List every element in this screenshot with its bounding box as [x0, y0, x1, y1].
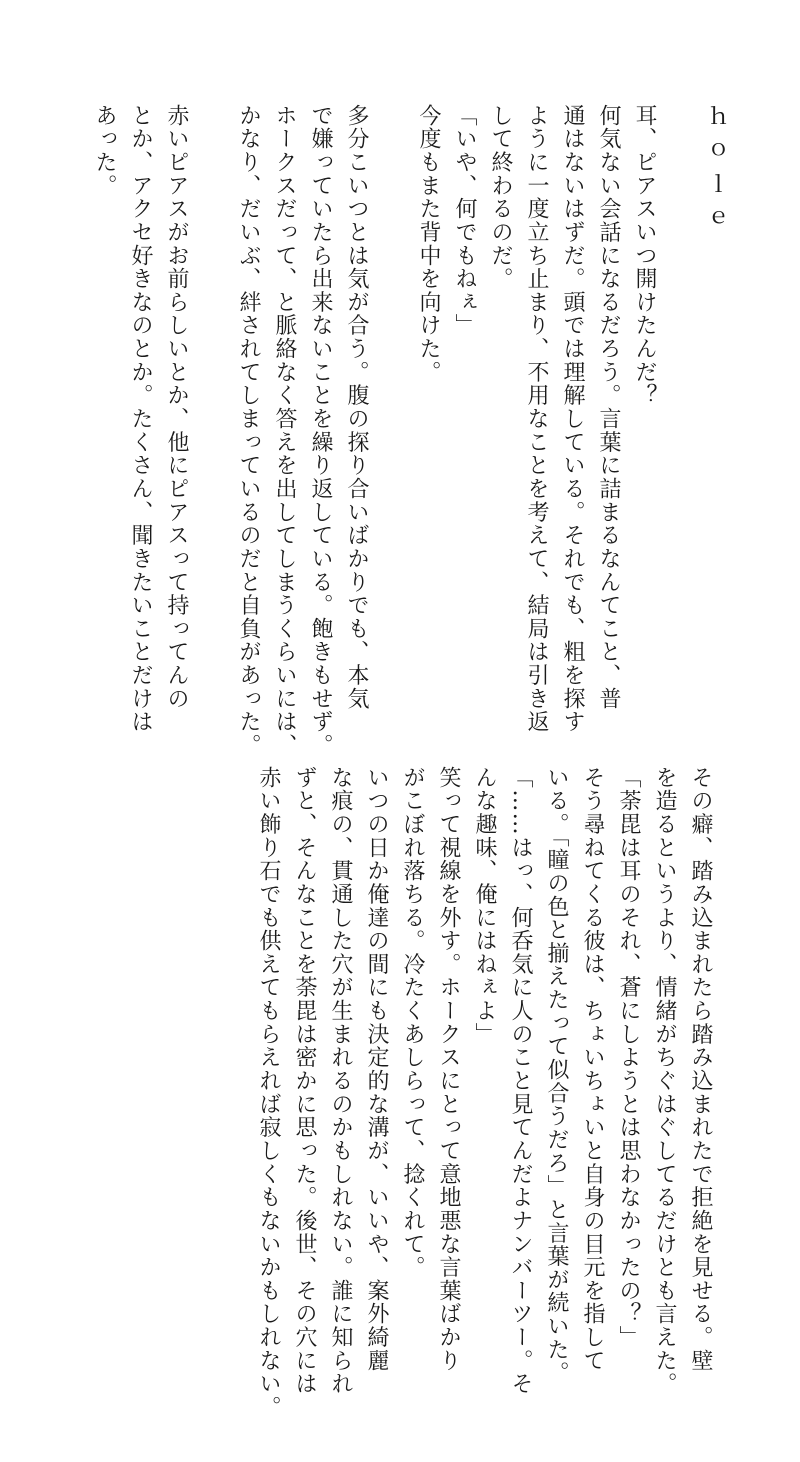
text-line: そう尋ねてくる彼は、ちょいちょいと自身の目元を指して: [580, 766, 605, 1373]
text-line: とか、アクセ好きなのとか。たくさん、聞きたいことだけは: [128, 104, 153, 734]
text-line: ように一度立ち止まり、不用なことを考えて、結局は引き返: [524, 104, 549, 734]
text-line: いつの日か俺達の間にも決定的な溝が、いいや、案外綺麗: [364, 766, 389, 1373]
text-line: 何気ない会話になるだろう。言葉に詰まるなんてこと、普: [596, 104, 621, 711]
text-line: かなり、だいぶ、絆されてしまっているのだと自負があった。: [236, 104, 261, 757]
text-line: あった。: [92, 104, 117, 198]
text-line: 通はないはずだ。頭では理解している。それでも、粗を探す: [560, 104, 585, 734]
text-line: がこぼれ落ちる。冷たくあしらって、捻くれて。: [400, 766, 425, 1280]
text-line: 赤い飾り石でも供えてもらえれば寂しくもないかもしれない。: [256, 766, 281, 1419]
text-line: んな趣味、俺にはねぇよ」: [472, 766, 497, 1046]
text-line: 耳、ピアスいつ開けたんだ？: [632, 104, 657, 408]
dialogue-line: 「いや、何でもねぇ」: [452, 104, 477, 338]
text-line: その癖、踏み込まれたら踏み込まれたで拒絶を見せる。壁: [688, 766, 713, 1373]
blank-line: [194, 104, 230, 724]
text-line: して終わるのだ。: [488, 104, 513, 291]
text-line: ホークスだって、と脈絡なく答えを出してしまうくらいには、: [272, 104, 297, 757]
blank-line: [374, 104, 410, 724]
dialogue-line: 「荼毘は耳のそれ、蒼にしようとは思わなかったの？」: [616, 766, 641, 1349]
text-line: な痕の、貫通した穴が生まれるのかもしれない。誰に知られ: [328, 766, 353, 1396]
text-line: 多分こいつとは気が合う。腹の探り合いばかりでも、本気: [344, 104, 369, 711]
text-line: 赤いピアスがお前らしいとか、他にピアスって持ってんの: [164, 104, 189, 711]
text-block-top: [86, 104, 734, 757]
blank-line: [662, 104, 698, 724]
text-line: ずと、そんなことを荼毘は密かに思った。後世、その穴には: [292, 766, 317, 1396]
text-line: 笑って視線を外す。ホークスにとって意地悪な言葉ばかり: [436, 766, 461, 1373]
text-line: 今度もまた背中を向けた。: [416, 104, 441, 384]
text-block-bottom: [250, 766, 718, 1419]
text-line: を造るというより、情緒がちぐはぐしてるだけとも言えた。: [652, 766, 677, 1396]
text-line: いる。「瞳の色と揃えたって似合うだろ」と言葉が続いた。: [544, 766, 569, 1385]
story-title: ｈｏｌｅ: [704, 104, 729, 241]
text-line: で嫌っていたら出来ないことを繰り返している。飽きもせず。: [308, 104, 333, 757]
dialogue-line: 「……はっ、何呑気に人のこと見てんだよナンバーツー。そ: [508, 766, 533, 1396]
